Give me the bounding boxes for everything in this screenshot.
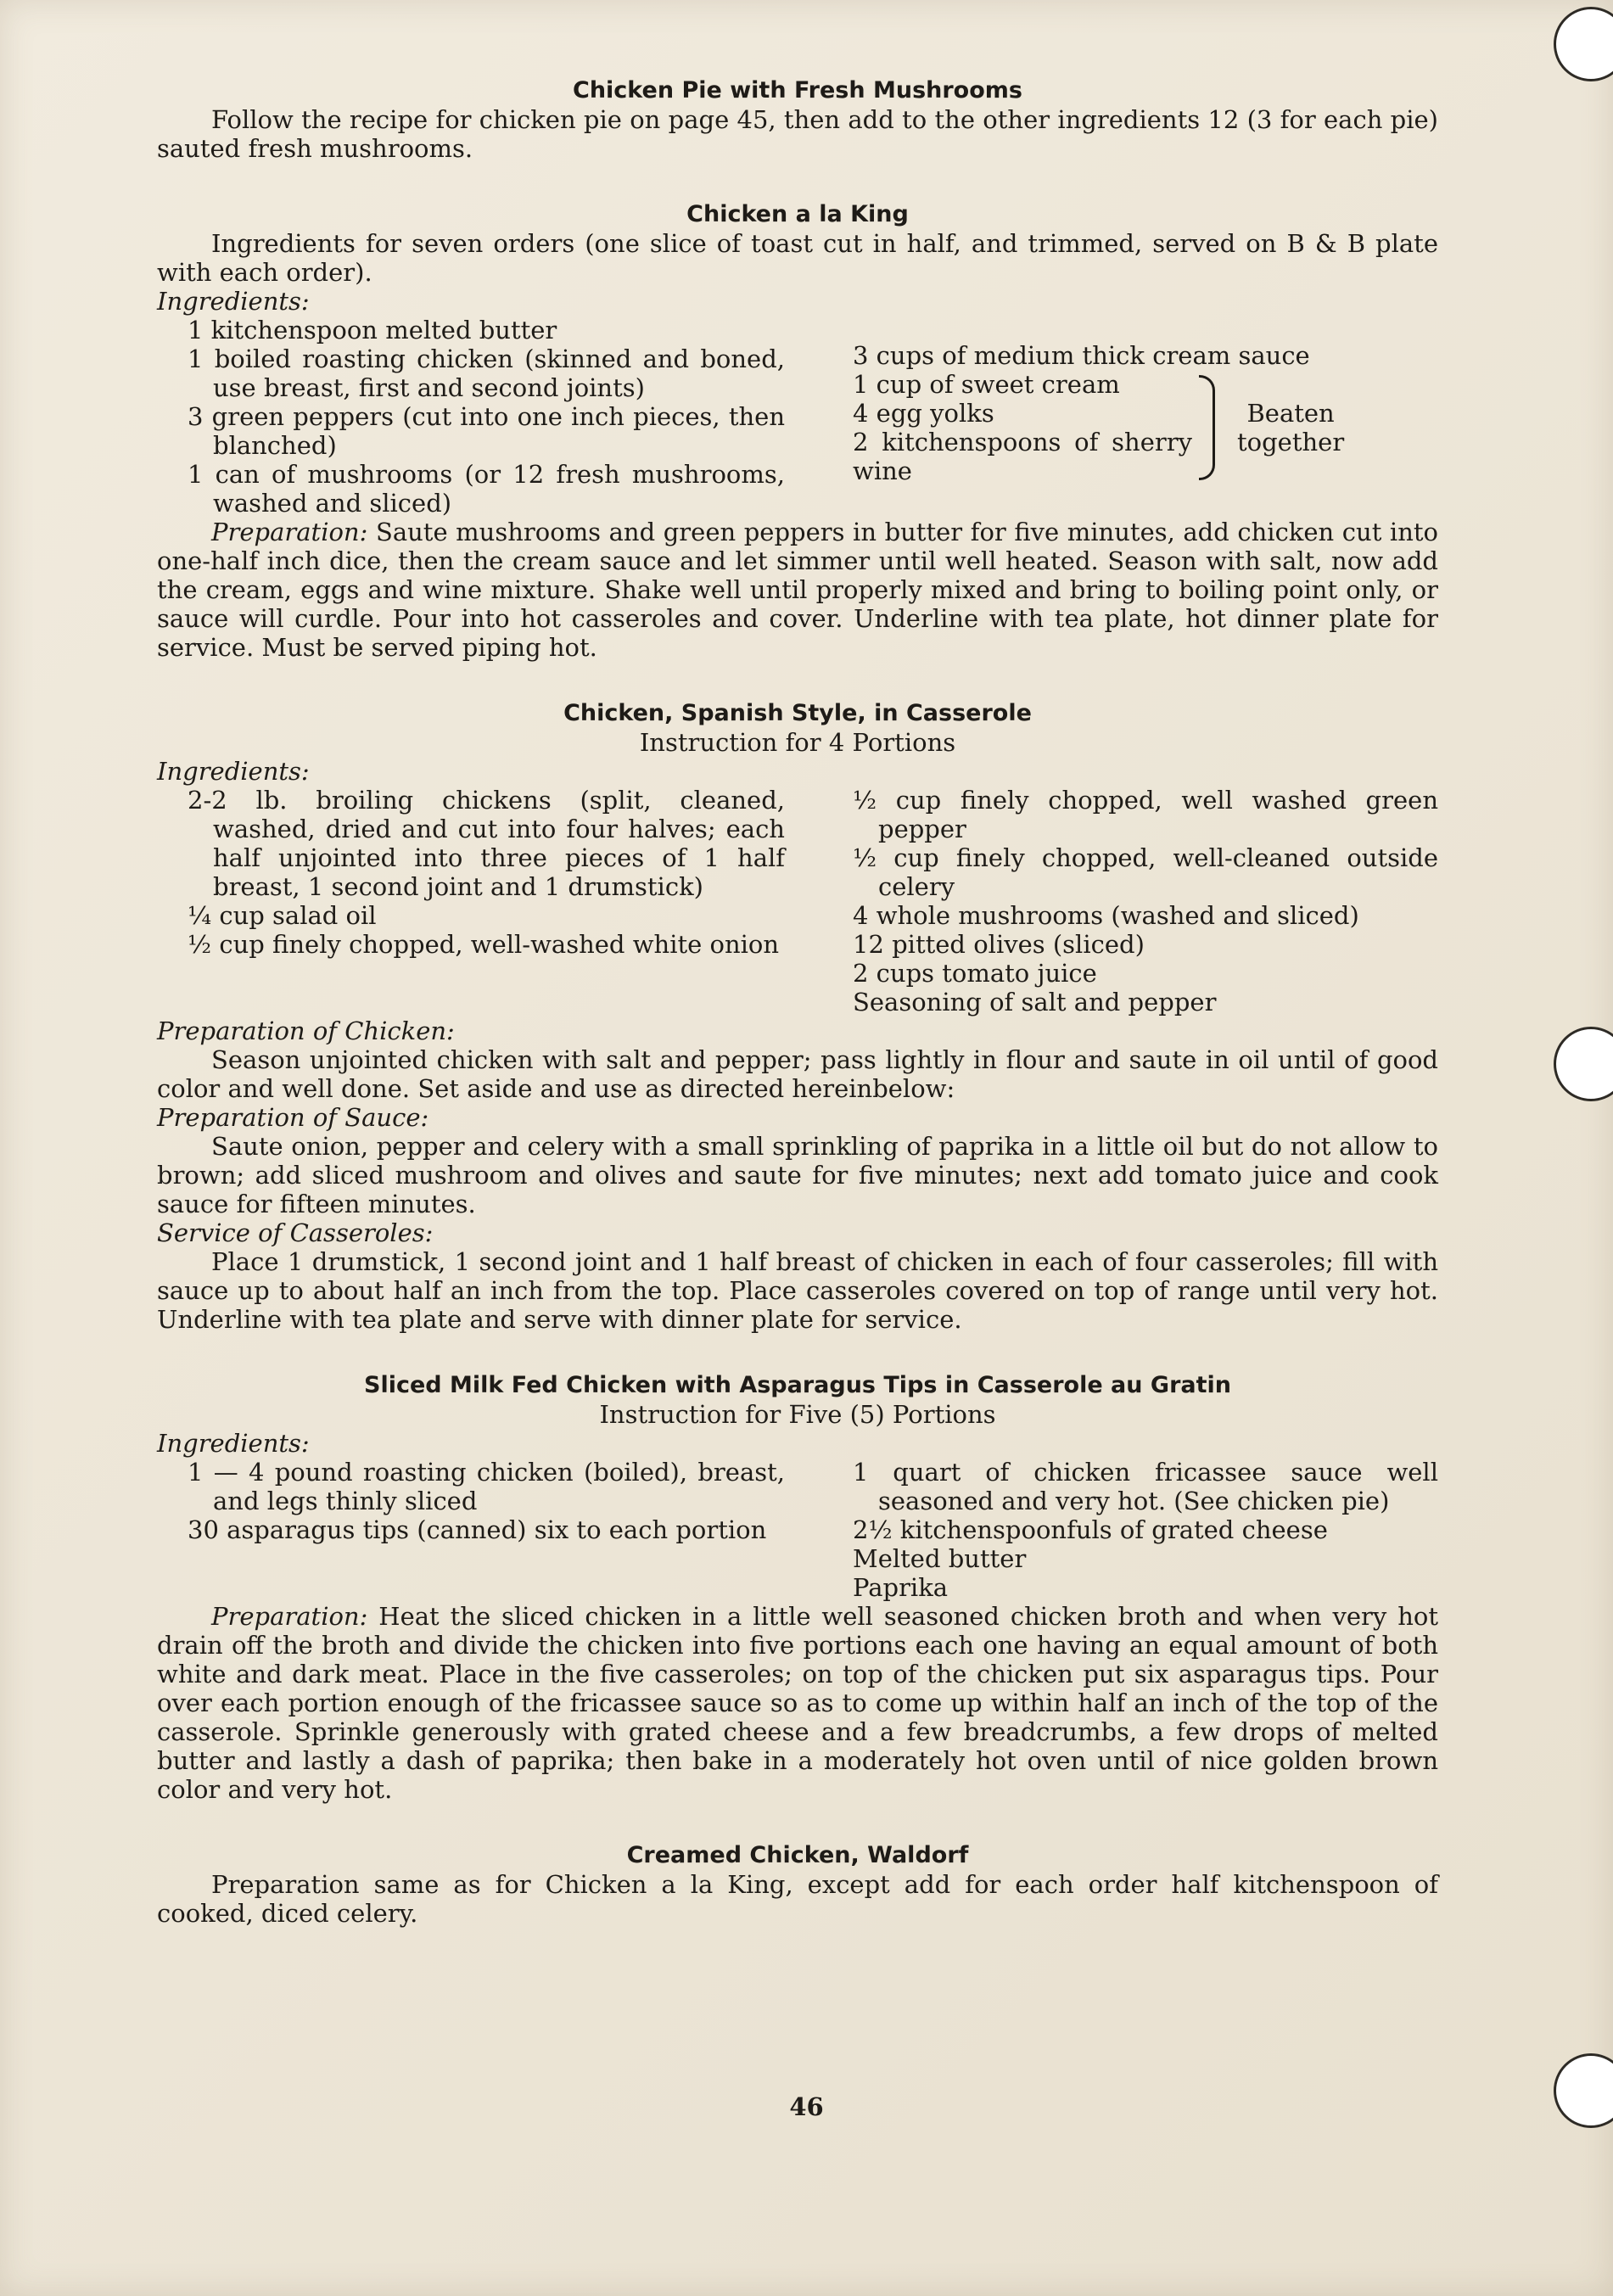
- ingredients-right: [853, 1458, 1438, 1602]
- ingredient-item: 1 boiled roasting chicken (skinned and boned, use breast, first and second joints): [188, 344, 785, 402]
- ingredient-item: 12 pitted olives (sliced): [853, 930, 1145, 959]
- preparation-text: Season unjointed chicken with salt and pepper; pass lightly in flour and saute in oil until of good color and well done. Set aside and use as directed hereinbelow:: [157, 1045, 1438, 1103]
- ingredient-item: 2 kitchenspoons of sherry wine: [853, 428, 1192, 485]
- ingredient-item: Seasoning of salt and pepper: [853, 988, 1217, 1016]
- binder-hole: [1554, 7, 1613, 81]
- recipe-subtitle: Instruction for Five (5) Portions: [599, 1400, 996, 1429]
- preparation-text: Heat the sliced chicken in a little well seasoned chicken broth and when very hot drain off the broth and divide the chicken into five portions each one having an equal amount of both white and dark meat. Place in the five casseroles; on top of the chicken put six asparagus tips. Pour over each portion enough of the fricassee sauce so as to come up within half an inch of the top of the casserole. Sprinkle generously with grated cheese and a few breadcrumbs, a few drops of melted butter and lastly a dash of paprika; then bake in a moderately hot oven until of nice golden brown color and very hot.: [157, 1602, 1438, 1804]
- service-text: Place 1 drumstick, 1 second joint and 1 half breast of chicken in each of four casseroles; fill with sauce up to about half an inch from the top. Place casseroles covered on top of range until very hot. Underline with tea plate and serve with dinner plate for service.: [157, 1247, 1438, 1334]
- ingredients-columns: [157, 316, 1438, 518]
- recipe-subtitle: Instruction for 4 Portions: [639, 728, 956, 757]
- recipe-title: Chicken a la King: [686, 201, 909, 227]
- preparation-label: Preparation:: [211, 1602, 368, 1631]
- ingredients-columns: [157, 786, 1438, 1016]
- ingredients-left: [157, 1458, 785, 1602]
- ingredients-left: [157, 316, 785, 518]
- ingredient-item: 4 whole mushrooms (washed and sliced): [853, 901, 1359, 930]
- ingredient-item: Melted butter: [853, 1544, 1027, 1573]
- ingredients-label: Ingredients:: [157, 1429, 310, 1458]
- ingredient-item: 30 asparagus tips (canned) six to each portion: [188, 1515, 767, 1544]
- bracket-note-line: Beaten: [1246, 399, 1335, 428]
- ingredient-item: 2-2 lb. broiling chickens (split, cleaned, washed, dried and cut into four halves; each half unjointed into three pieces of 1 half breast, 1 second joint and 1 drumstick): [188, 786, 785, 901]
- ingredients-label: Ingredients:: [157, 287, 310, 316]
- ingredient-item: Paprika: [853, 1573, 949, 1602]
- recipe-title: Chicken, Spanish Style, in Casserole: [563, 700, 1032, 726]
- bracketed-group: [853, 370, 1438, 485]
- ingredient-item: 1 kitchenspoon melted butter: [188, 316, 557, 344]
- preparation-label: Preparation of Sauce:: [157, 1103, 429, 1132]
- recipe-text: Preparation same as for Chicken a la King, except add for each order half kitchenspoon of cooked, diced celery.: [157, 1870, 1438, 1928]
- bracket-note-line: together: [1237, 428, 1345, 456]
- ingredients-columns: [157, 1458, 1438, 1602]
- ingredients-left: [157, 786, 785, 1016]
- ingredient-item: 4 egg yolks: [853, 399, 994, 428]
- recipe-title: Sliced Milk Fed Chicken with Asparagus Tips in Casserole au Gratin: [364, 1372, 1231, 1398]
- ingredient-item: 2½ kitchenspoonfuls of grated cheese: [853, 1515, 1328, 1544]
- ingredients-right: [853, 316, 1438, 518]
- ingredients-right: [853, 786, 1438, 1016]
- binder-hole: [1554, 1027, 1613, 1101]
- recipe-text: Follow the recipe for chicken pie on page 45, then add to the other ingredients 12 (3 for each pie) sauted fresh mushrooms.: [157, 105, 1438, 163]
- recipe-title: Creamed Chicken, Waldorf: [626, 1842, 969, 1868]
- recipe-intro: Ingredients for seven orders (one slice of toast cut in half, and trimmed, served on B & B plate with each order).: [157, 229, 1438, 287]
- recipe-title: Chicken Pie with Fresh Mushrooms: [573, 77, 1022, 104]
- ingredient-item: 1 — 4 pound roasting chicken (boiled), breast, and legs thinly sliced: [188, 1458, 785, 1515]
- ingredients-label: Ingredients:: [157, 757, 310, 786]
- ingredient-item: ½ cup finely chopped, well-washed white onion: [188, 930, 780, 959]
- ingredient-item: 3 green peppers (cut into one inch pieces, then blanched): [188, 402, 785, 460]
- ingredient-item: 2 cups tomato juice: [853, 959, 1097, 988]
- preparation-label: Preparation of Chicken:: [157, 1016, 455, 1045]
- ingredient-item: 1 can of mushrooms (or 12 fresh mushrooms, washed and sliced): [188, 460, 785, 518]
- preparation-label: Preparation:: [211, 518, 368, 546]
- ingredient-item: ½ cup finely chopped, well-cleaned outside celery: [853, 843, 1438, 901]
- ingredient-item: ½ cup finely chopped, well washed green pepper: [853, 786, 1438, 843]
- preparation-paragraph: [157, 518, 1438, 662]
- preparation-paragraph: [157, 1602, 1438, 1804]
- preparation-text: Saute mushrooms and green peppers in butter for five minutes, add chicken cut into one-half inch dice, then the cream sauce and let simmer until well heated. Season with salt, now add the cream, eggs and wine mixture. Shake well until properly mixed and bring to boiling point only, or sauce will curdle. Pour into hot casseroles and cover. Underline with tea plate, hot dinner plate for service. Must be served piping hot.: [157, 518, 1438, 662]
- service-label: Service of Casseroles:: [157, 1218, 434, 1247]
- bracket-note: [1237, 399, 1344, 456]
- ingredient-item: ¼ cup salad oil: [188, 901, 377, 930]
- ingredient-item: 3 cups of medium thick cream sauce: [853, 341, 1310, 370]
- brace-icon: [1199, 375, 1215, 480]
- page-number: 46: [789, 2092, 824, 2121]
- ingredient-item: 1 cup of sweet cream: [853, 370, 1120, 399]
- preparation-text: Saute onion, pepper and celery with a small sprinkling of paprika in a little oil but do not allow to brown; add sliced mushroom and olives and saute for five minutes; next add tomato juice and cook sauce for fifteen minutes.: [157, 1132, 1438, 1218]
- ingredient-item: 1 quart of chicken fricassee sauce well seasoned and very hot. (See chicken pie): [853, 1458, 1438, 1515]
- page-content: [157, 76, 1438, 1928]
